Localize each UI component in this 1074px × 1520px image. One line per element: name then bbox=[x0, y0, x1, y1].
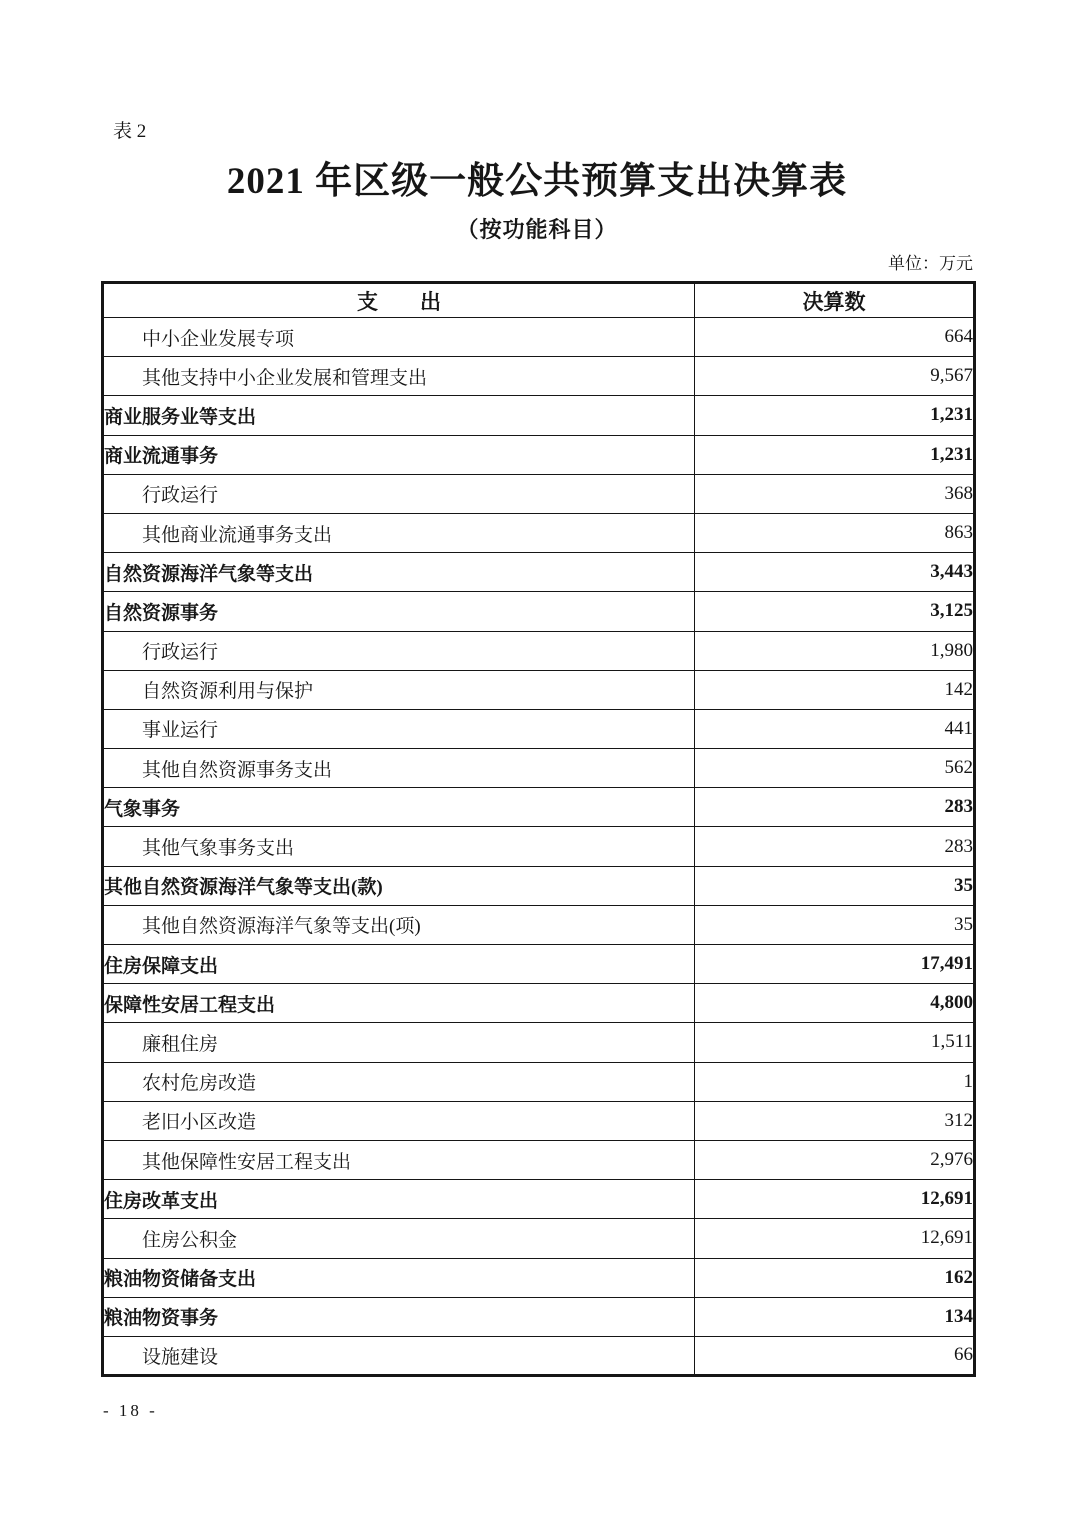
expense-label: 其他商业流通事务支出 bbox=[103, 513, 695, 552]
amount-value: 17,491 bbox=[695, 945, 975, 984]
table-row bbox=[103, 1336, 975, 1375]
table-row bbox=[103, 1062, 975, 1101]
amount-value: 12,691 bbox=[695, 1219, 975, 1258]
expense-label: 保障性安居工程支出 bbox=[103, 984, 695, 1023]
table-row bbox=[103, 553, 975, 592]
expense-label: 事业运行 bbox=[103, 709, 695, 748]
amount-value: 134 bbox=[695, 1297, 975, 1336]
expense-label: 其他保障性安居工程支出 bbox=[103, 1140, 695, 1179]
expense-label: 廉租住房 bbox=[103, 1023, 695, 1062]
amount-value: 66 bbox=[695, 1336, 975, 1375]
table-header-row bbox=[103, 283, 975, 318]
table-row bbox=[103, 1140, 975, 1179]
expense-label: 自然资源海洋气象等支出 bbox=[103, 553, 695, 592]
amount-value: 1,980 bbox=[695, 631, 975, 670]
expense-label: 设施建设 bbox=[103, 1336, 695, 1375]
unit-note: 单位：万元 bbox=[888, 254, 973, 273]
amount-value: 863 bbox=[695, 513, 975, 552]
amount-value: 4,800 bbox=[695, 984, 975, 1023]
expense-label: 行政运行 bbox=[103, 474, 695, 513]
table-row bbox=[103, 1023, 975, 1062]
page-subtitle: （按功能科目） bbox=[456, 217, 618, 242]
amount-value: 162 bbox=[695, 1258, 975, 1297]
amount-value: 283 bbox=[695, 788, 975, 827]
amount-column-header: 决算数 bbox=[695, 283, 975, 318]
expense-label: 自然资源利用与保护 bbox=[103, 670, 695, 709]
expense-label: 商业流通事务 bbox=[103, 435, 695, 474]
table-row bbox=[103, 945, 975, 984]
amount-value: 3,443 bbox=[695, 553, 975, 592]
expense-label: 其他自然资源海洋气象等支出(款) bbox=[103, 866, 695, 905]
expense-label: 行政运行 bbox=[103, 631, 695, 670]
page-title: 2021 年区级一般公共预算支出决算表 bbox=[226, 161, 848, 202]
amount-value: 3,125 bbox=[695, 592, 975, 631]
table-row bbox=[103, 709, 975, 748]
table-row bbox=[103, 1219, 975, 1258]
expense-label: 农村危房改造 bbox=[103, 1062, 695, 1101]
expense-label: 其他支持中小企业发展和管理支出 bbox=[103, 357, 695, 396]
amount-value: 2,976 bbox=[695, 1140, 975, 1179]
amount-value: 441 bbox=[695, 709, 975, 748]
expense-label: 住房改革支出 bbox=[103, 1180, 695, 1219]
table-row bbox=[103, 1180, 975, 1219]
table-row bbox=[103, 474, 975, 513]
expense-label: 气象事务 bbox=[103, 788, 695, 827]
amount-value: 1,511 bbox=[695, 1023, 975, 1062]
table-row bbox=[103, 905, 975, 944]
table-row bbox=[103, 1258, 975, 1297]
table-row bbox=[103, 396, 975, 435]
amount-value: 368 bbox=[695, 474, 975, 513]
amount-value: 12,691 bbox=[695, 1180, 975, 1219]
amount-value: 142 bbox=[695, 670, 975, 709]
table-row bbox=[103, 1297, 975, 1336]
amount-value: 664 bbox=[695, 318, 975, 357]
expense-label: 其他自然资源海洋气象等支出(项) bbox=[103, 905, 695, 944]
table-row bbox=[103, 435, 975, 474]
amount-value: 1,231 bbox=[695, 396, 975, 435]
table-row bbox=[103, 1101, 975, 1140]
expense-label: 其他自然资源事务支出 bbox=[103, 749, 695, 788]
page-number: - 18 - bbox=[103, 1401, 158, 1420]
expense-column-header: 支 出 bbox=[103, 283, 695, 318]
table-row bbox=[103, 513, 975, 552]
amount-value: 283 bbox=[695, 827, 975, 866]
amount-value: 1 bbox=[695, 1062, 975, 1101]
expense-label: 住房公积金 bbox=[103, 1219, 695, 1258]
table-row bbox=[103, 827, 975, 866]
table-row bbox=[103, 670, 975, 709]
table-row bbox=[103, 592, 975, 631]
table-row bbox=[103, 984, 975, 1023]
table-number-label: 表 2 bbox=[113, 121, 147, 142]
amount-value: 312 bbox=[695, 1101, 975, 1140]
budget-table bbox=[101, 281, 976, 1377]
expense-label: 住房保障支出 bbox=[103, 945, 695, 984]
table-row bbox=[103, 357, 975, 396]
amount-value: 1,231 bbox=[695, 435, 975, 474]
amount-value: 9,567 bbox=[695, 357, 975, 396]
expense-label: 老旧小区改造 bbox=[103, 1101, 695, 1140]
table-row bbox=[103, 788, 975, 827]
expense-label: 粮油物资事务 bbox=[103, 1297, 695, 1336]
expense-label: 中小企业发展专项 bbox=[103, 318, 695, 357]
amount-value: 562 bbox=[695, 749, 975, 788]
amount-value: 35 bbox=[695, 905, 975, 944]
table-body bbox=[103, 318, 975, 1376]
expense-label: 其他气象事务支出 bbox=[103, 827, 695, 866]
table-row bbox=[103, 631, 975, 670]
table-row bbox=[103, 318, 975, 357]
table-row bbox=[103, 749, 975, 788]
expense-label: 粮油物资储备支出 bbox=[103, 1258, 695, 1297]
table-row bbox=[103, 866, 975, 905]
expense-label: 商业服务业等支出 bbox=[103, 396, 695, 435]
expense-label: 自然资源事务 bbox=[103, 592, 695, 631]
amount-value: 35 bbox=[695, 866, 975, 905]
